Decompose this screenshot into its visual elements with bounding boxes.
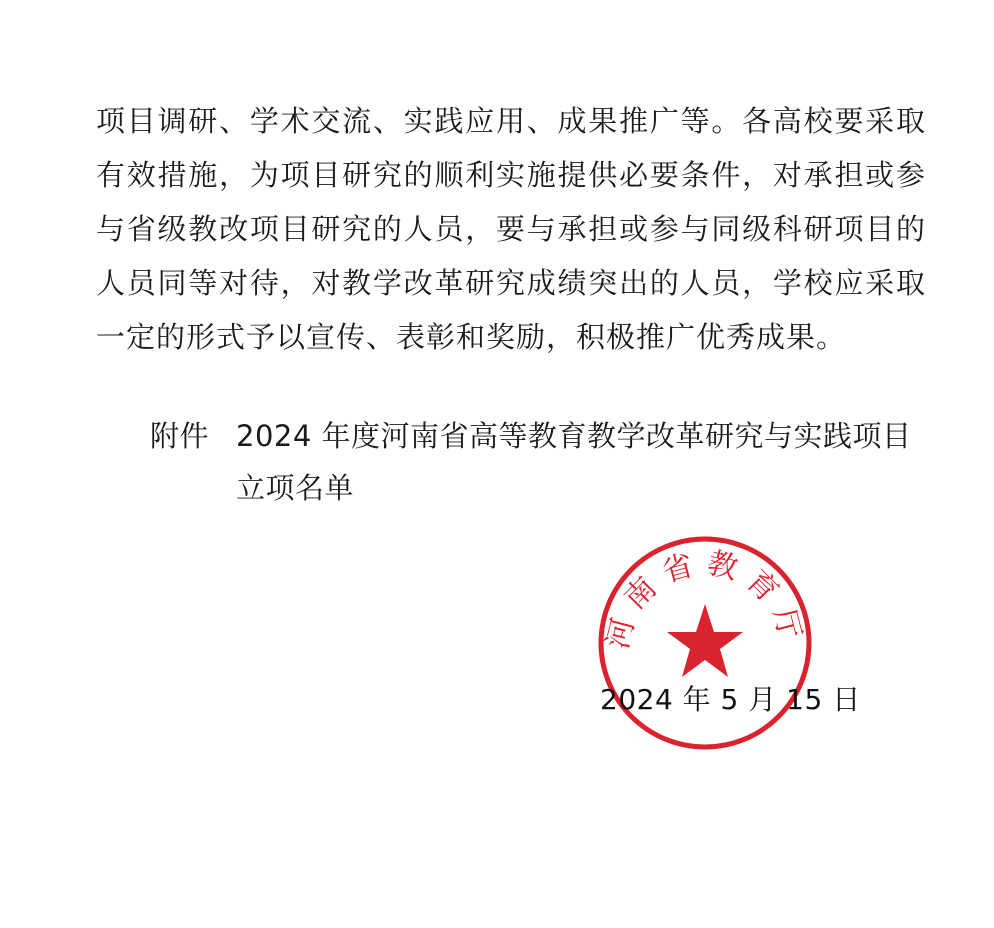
seal-star-icon <box>667 604 743 677</box>
attachment-line <box>150 410 930 514</box>
body-paragraph: 项目调研、学术交流、实践应用、成果推广等。各高校要采取有效措施，为项目研究的顺利实施提供必要条件，对承担或参与省级教改项目研究的人员，要与承担或参与同级科研项目的人员同等对待，对教学改革研究成绩突出的人员，学校应采取一定的形式予以宣传、表彰和奖励，积极推广优秀成果。 <box>96 104 926 354</box>
attachment-label: 附件 <box>150 419 210 453</box>
seal-text: 河南省教育厅 <box>600 545 810 653</box>
issue-date: 2024 年 5 月 15 日 <box>600 683 861 716</box>
attachment-title: 2024 年度河南省高等教育教学改革研究与实践项目立项名单 <box>236 419 912 505</box>
